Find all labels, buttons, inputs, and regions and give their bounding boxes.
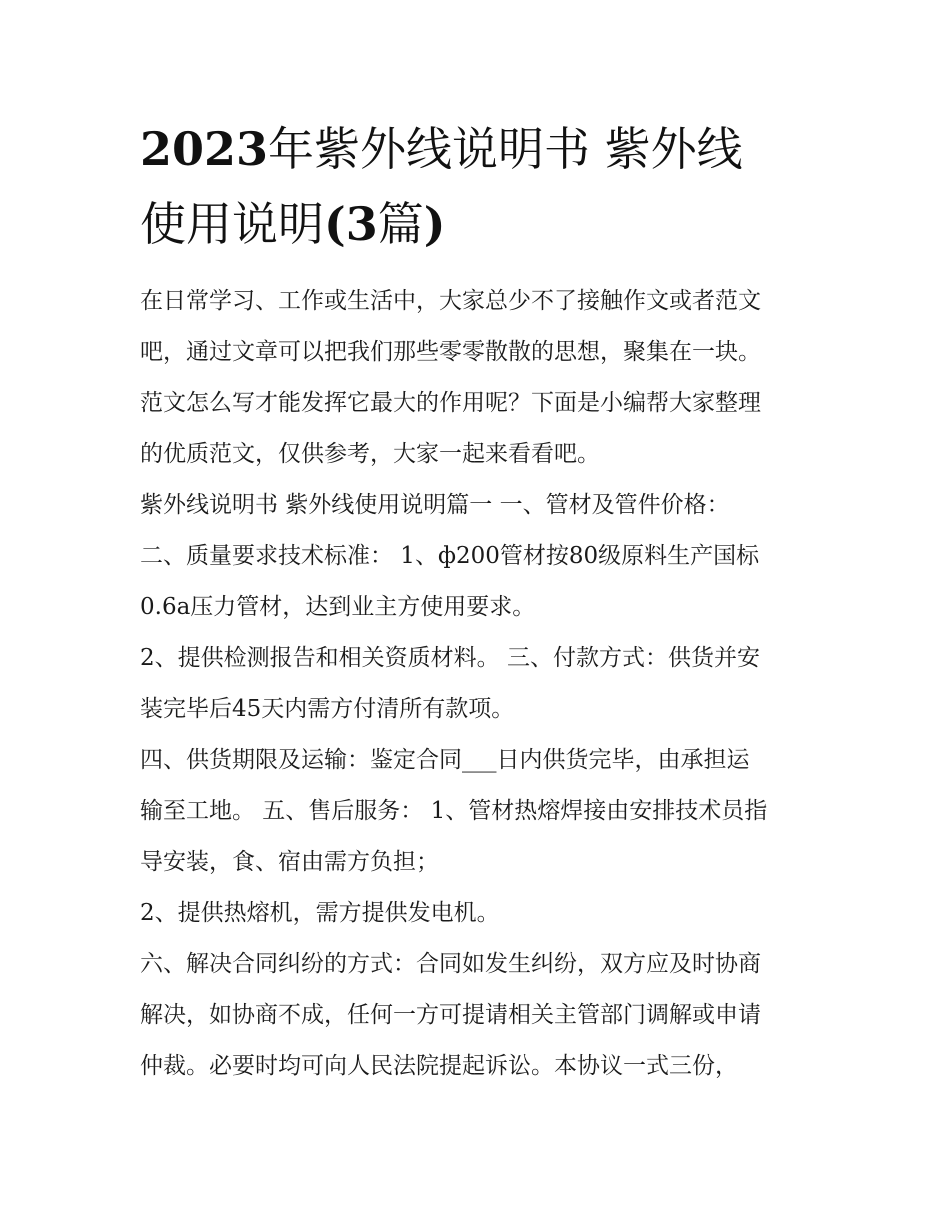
body-line: 装完毕后45天内需方付清所有款项。: [140, 696, 515, 722]
body-line: 解决，如协商不成，任何一方可提请相关主管部门调解或申请: [140, 1002, 761, 1028]
document-body: [140, 281, 820, 1097]
title-line-1-text: 年紫外线说明书 紫外线: [268, 122, 743, 176]
body-line: 的优质范文，仅供参考，大家一起来看看吧。: [140, 441, 600, 467]
body-line: 输至工地。 五、售后服务： 1、管材热熔焊接由安排技术员指: [140, 798, 768, 824]
body-line: 仲裁。必要时均可向人民法院提起诉讼。本协议一式三份，: [140, 1053, 738, 1079]
title-line-2-text-2: 篇: [377, 197, 424, 251]
title-year: 2023: [140, 122, 269, 176]
body-line: 0.6a压力管材，达到业主方使用要求。: [140, 594, 536, 620]
title-line-2-text: 使用说明: [140, 197, 324, 251]
body-line: 导安装，食、宿由需方负担；: [140, 849, 439, 875]
title-line-2: [140, 187, 820, 262]
body-line: 范文怎么写才能发挥它最大的作用呢？下面是小编帮大家整理: [140, 390, 761, 416]
title-line-1: [140, 112, 820, 187]
body-line: 在日常学习、工作或生活中，大家总少不了接触作文或者范文: [140, 288, 761, 314]
body-line: 六、解决合同纠纷的方式：合同如发生纠纷，双方应及时协商: [140, 951, 761, 977]
document-title: [140, 112, 820, 262]
body-line: 吧，通过文章可以把我们那些零零散散的思想，聚集在一块。: [140, 339, 761, 365]
body-line: 2、提供检测报告和相关资质材料。 三、付款方式：供货并安: [140, 645, 760, 671]
body-line: 2、提供热熔机，需方提供发电机。: [140, 900, 500, 926]
body-line: 紫外线说明书 紫外线使用说明篇一 一、管材及管件价格：: [140, 492, 730, 518]
body-line: 四、供货期限及运输：鉴定合同___日内供货完毕，由承担运: [140, 747, 750, 773]
title-count: (3: [324, 197, 378, 251]
title-close-paren: ): [423, 197, 446, 251]
body-line: 二、质量要求技术标准： 1、ф200管材按80级原料生产国标: [140, 543, 760, 569]
